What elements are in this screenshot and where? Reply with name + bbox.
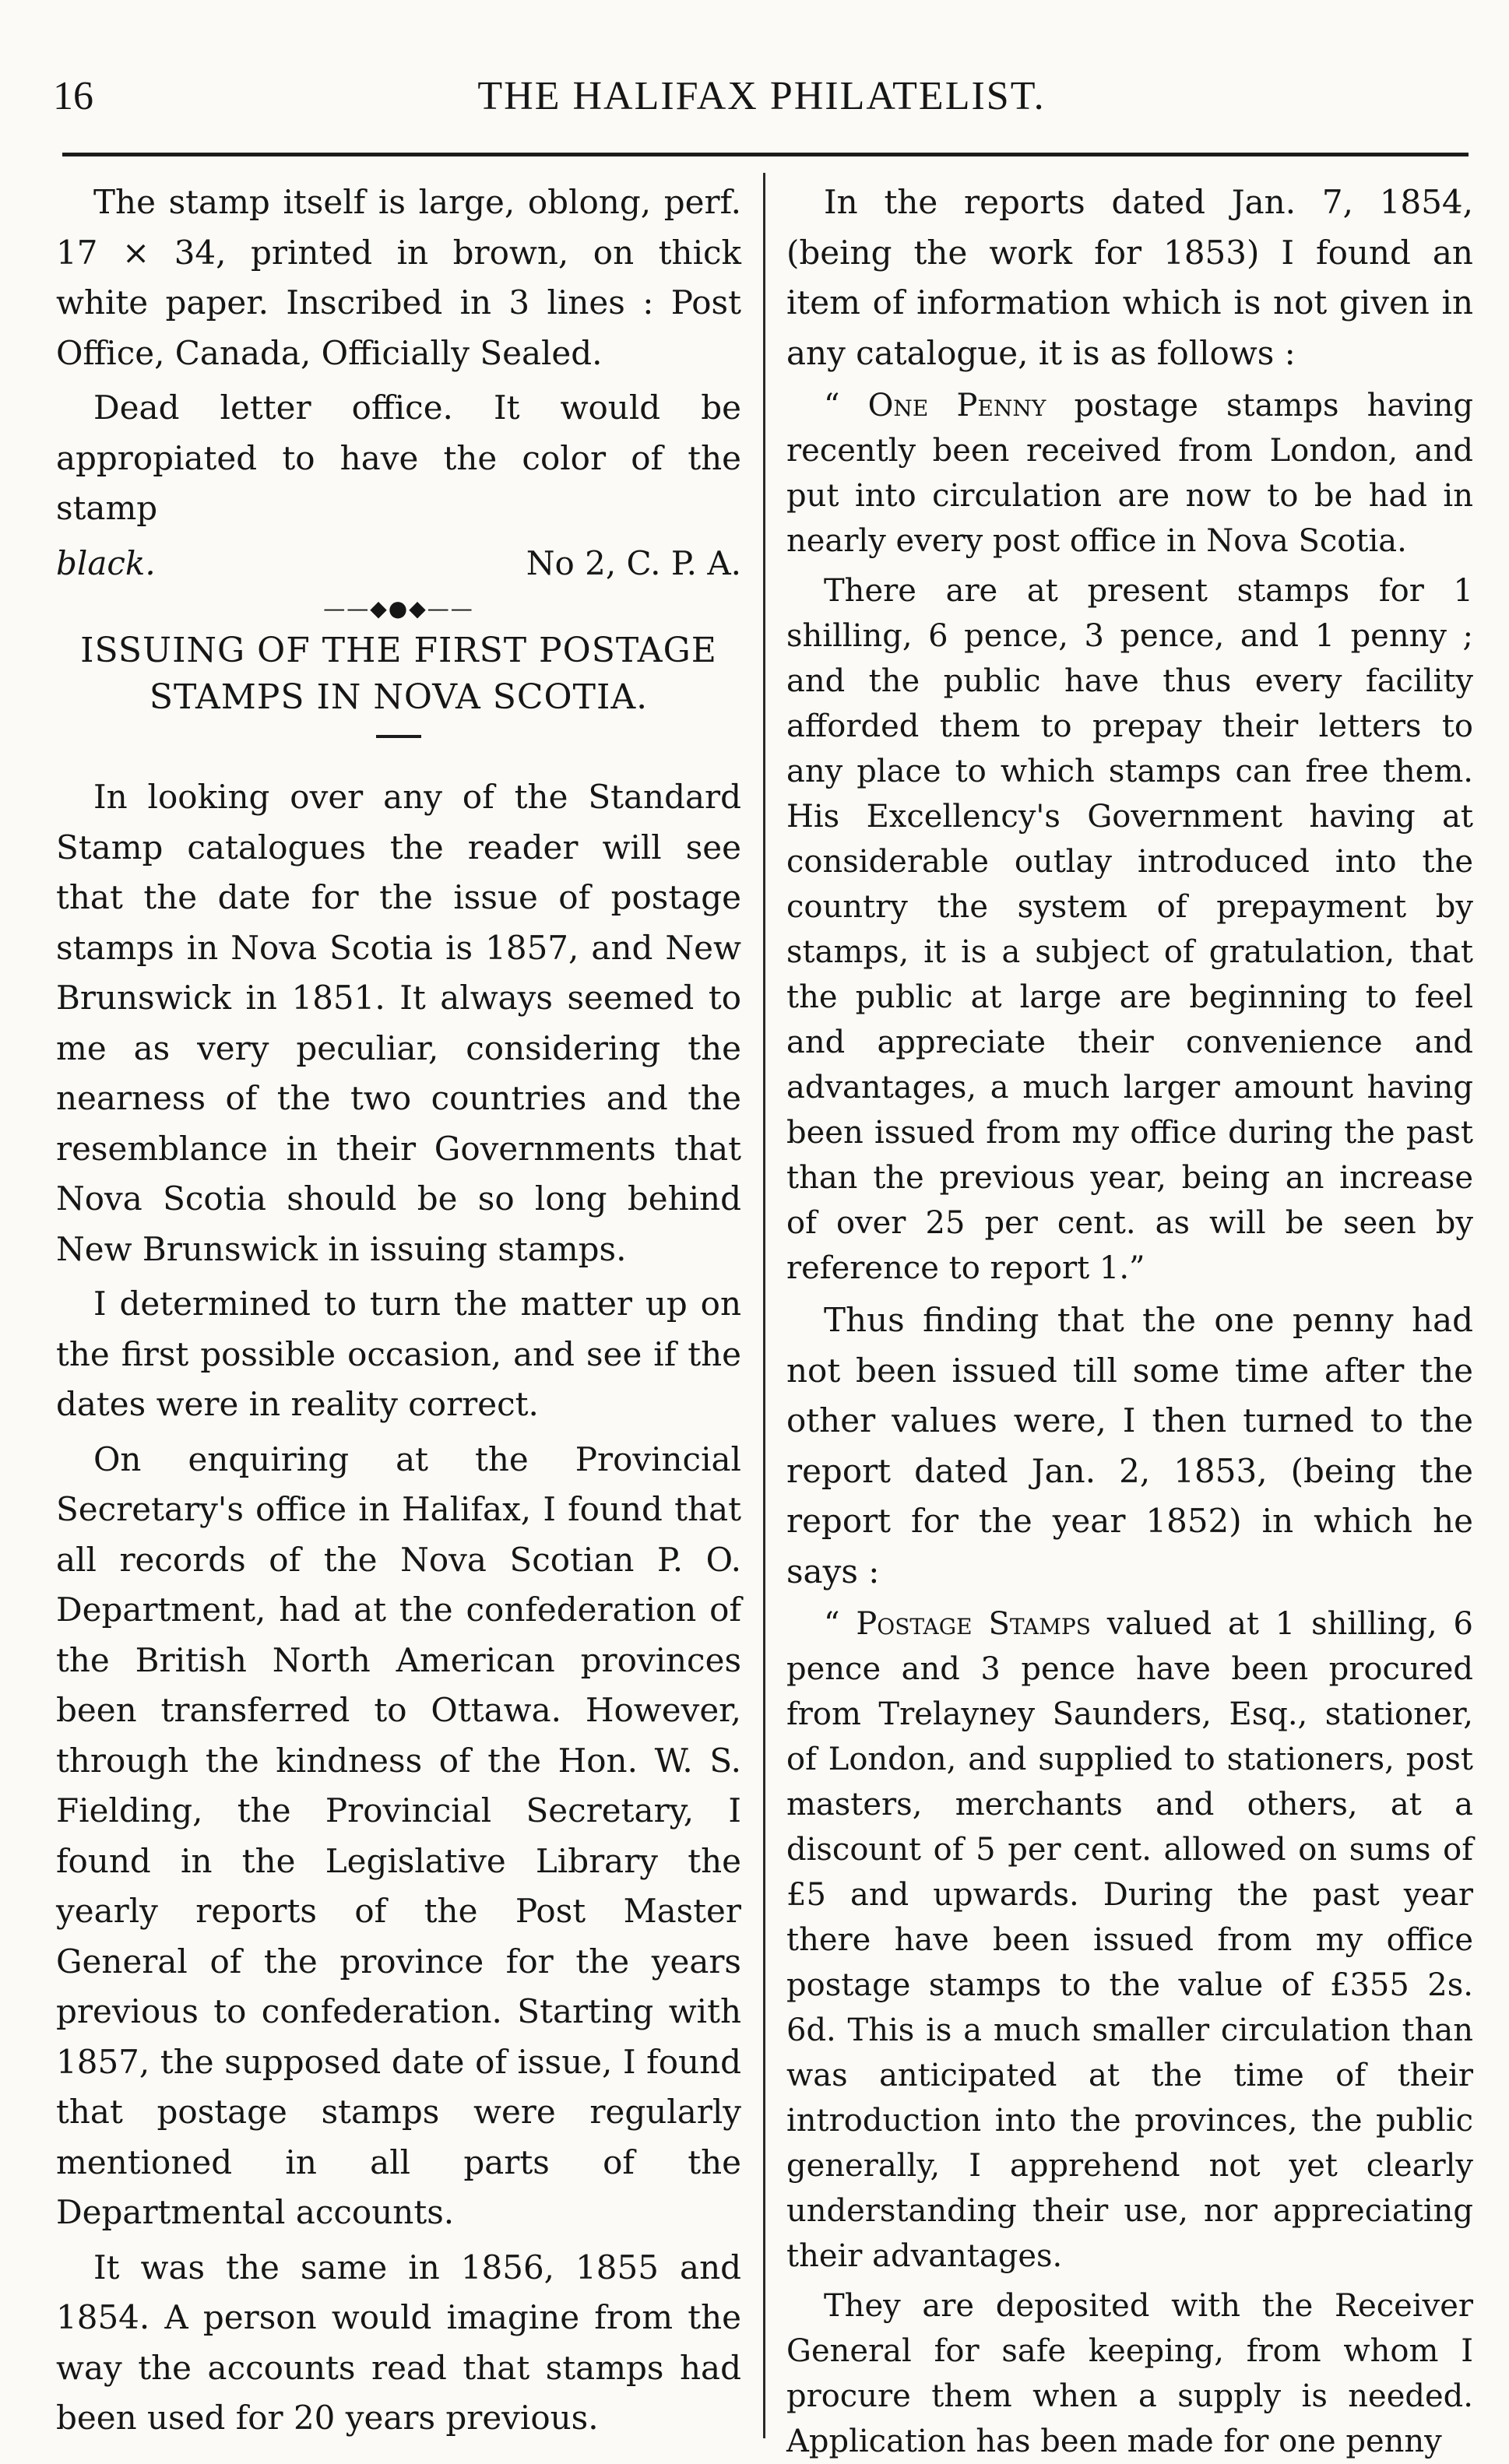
paragraph: In looking over any of the Standard Stamp catalogues the reader will see that the date for the issue of postage stamps in Nova Scotia is 1857, and New Brunswick in 1851. It always seemed to me as very peculiar, considering the nearness of the two countries and the resemblance in their Governments that Nova Scotia should be so long behind New Brunswick in issuing stamps. (56, 778, 741, 1268)
signature: No 2, C. P. A. (526, 543, 741, 582)
paragraph: I determined to turn the matter up on the first possible occasion, and see if the dates were in reality correct. (56, 1285, 741, 1423)
article-heading: ISSUING OF THE FIRST POSTAGE STAMPS IN NOVA SCOTIA. (80, 631, 717, 717)
column-divider (763, 173, 765, 2438)
paragraph: On enquiring at the Provincial Secretary's office in Halifax, I found that all records of the Nova Scotian P. O. Department, had at the confederation of the British North American provinces been transferred to Ottawa. However, through the kindness of the Hon. W. S. Fielding, the Provincial Secretary, I found in the Legislative Library the yearly reports of the Post Master General of the province for the years previous to confederation. Starting with 1857, the supposed date of issue, I found that postage stamps were regularly mentioned in all parts of the Departmental accounts. (56, 1439, 741, 2231)
small-caps-lead: One Penny (867, 388, 1046, 424)
quote-mark: “ (824, 388, 868, 424)
quoted-paragraph (786, 383, 1473, 564)
paragraph: It was the same in 1856, 1855 and 1854. A person would imagine from the way the accounts read that stamps had been used for 20 years previous. (56, 2248, 741, 2437)
paragraph: The stamp itself is large, oblong, perf. 17 × 34, printed in brown, on thick white paper. Inscribed in 3 lines : Post Office, Canada, Officially Sealed. (56, 183, 741, 372)
italic-word: black. (56, 543, 156, 582)
heading-rule (376, 735, 421, 738)
ornament-divider: ——◆●◆—— (323, 596, 474, 621)
paragraph: In the reports dated Jan. 7, 1854, (being the work for 1853) I found an item of information which is not given in any catalogue, it is as follows : (786, 183, 1473, 372)
page-header (53, 64, 1470, 126)
quote-mark: “ (824, 1606, 857, 1642)
running-title: THE HALIFAX PHILATELIST. (477, 74, 1046, 118)
quote-text: valued at 1 shilling, 6 pence and 3 pence have been procured from Trelayney Saunders, Esq., stationer, of London, and supplied to stationers, post masters, merchants and others, at a discount of 5 per cent. allowed on sums of £5 and upwards. During the past year there have been issued from my office postage stamps to the value of £355 2s. 6d. This is a much smaller circulation than was anticipated at the time of their introduction into the provinces, the public generally, I apprehend not yet clearly understanding their use, nor appreciating their advantages. (786, 1606, 1473, 2274)
header-rule (62, 153, 1469, 156)
quoted-paragraph: There are at present stamps for 1 shilling, 6 pence, 3 pence, and 1 penny ; and the public have thus every facility afforded them to prepay their letters to any place to which stamps can free them. His Excellency's Government having at considerable outlay introduced into the country the system of prepayment by stamps, it is a subject of gratulation, that the public at large are beginning to feel and appreciate their convenience and advantages, a much larger amount having been issued from my office during the past than the previous year, being an increase of over 25 per cent. as will be seen by reference to report 1.” (786, 573, 1473, 1286)
paragraph: Dead letter office. It would be appropiated to have the color of the stamp (56, 388, 741, 527)
small-caps-lead: Postage Stamps (856, 1606, 1091, 1642)
quote-text: postage stamps having recently been received from London, and put into circulation are now to be had in nearly every post office in Nova Scotia. (786, 388, 1474, 559)
left-column (56, 178, 741, 2444)
quoted-paragraph (786, 1601, 1473, 2279)
quoted-paragraph: They are deposited with the Receiver General for safe keeping, from whom I procure them when a supply is needed. Application has been made for one penny (786, 2288, 1473, 2459)
paragraph: Thus finding that the one penny had not been issued till some time after the other values were, I then turned to the report dated Jan. 2, 1853, (being the report for the year 1852) in which he says : (786, 1301, 1473, 1591)
signature-line (56, 539, 741, 589)
page-number: 16 (53, 74, 93, 118)
right-column (786, 178, 1473, 2464)
